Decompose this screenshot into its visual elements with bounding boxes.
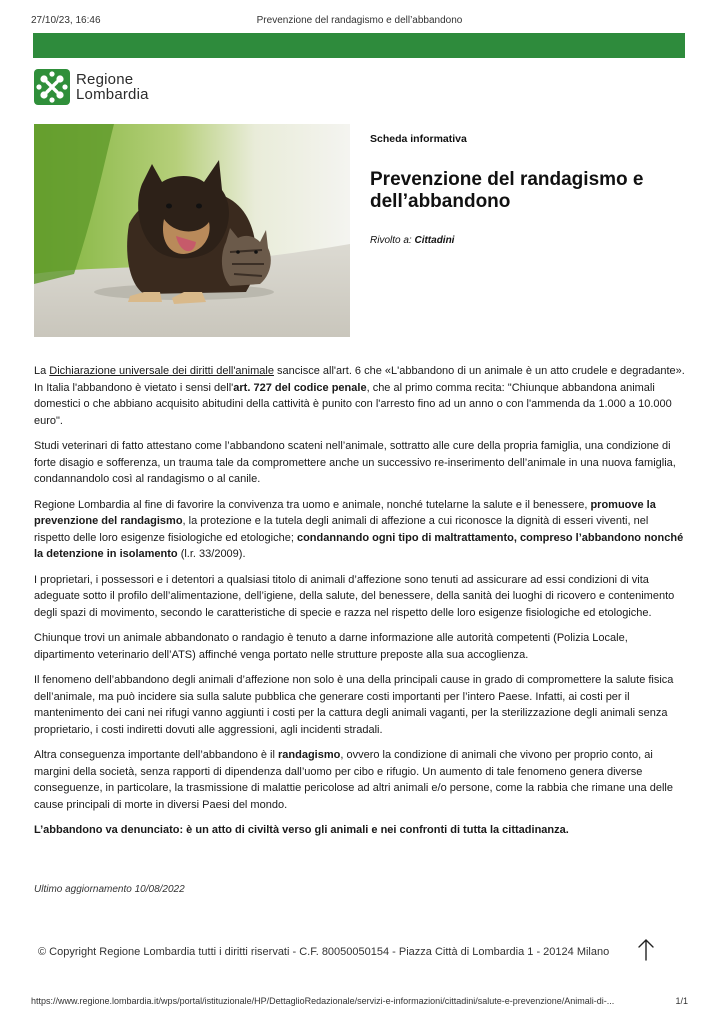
p7-bold: randagismo [278,749,341,761]
paragraph-7 [34,747,686,813]
site-logo[interactable] [34,68,149,106]
article-header [370,133,680,246]
footer-copyright: © Copyright Regione Lombardia tutti i diritti riservati - C.F. 80050050154 - Piazza Città di Lombardia 1 - 20124 Milano [38,946,610,958]
p3-text-b: , la protezione e la tutela degli animali di affezione a cui riconosce la dignità di esseri viventi, nel rispetto delle loro esigenze fisiologiche ed etologiche; [34,515,649,544]
p3-bold-1: promuove la prevenzione del randagismo [34,498,656,527]
last-updated: Ultimo aggiornamento 10/08/2022 [34,884,185,895]
paragraph-8 [34,822,686,839]
paragraph-1 [34,363,686,429]
paragraph-5: Chiunque trovi un animale abbandonato o randagio è tenuto a darne informazione alle autorità competenti (Polizia Locale, dipartimento veterinario dell’ATS) affinché venga portato nelle strutture preposte alla sua accoglienza. [34,632,628,661]
audience-line [370,235,680,246]
closing-statement: L’abbandono va denunciato: è un atto di civiltà verso gli animali e nei confronti di tutta la cittadinanza. [34,824,569,836]
article-body [34,363,686,848]
p1-bold: art. 727 del codice penale [233,381,367,394]
content-type-label: Scheda informativa [370,133,467,145]
p3-text-a: Regione Lombardia al fine di favorire la convivenza tra uomo e animale, nonché tutelarne la salute e il benessere, [34,498,591,511]
p3-bold-2: condannando ogni tipo di maltrattamento, compreso l’abbandono nonché la detenzione in isolamento [34,531,684,560]
paragraph-3 [34,497,686,563]
print-page-number: 1/1 [675,996,688,1006]
paragraph-4: I proprietari, i possessori e i detentori a qualsiasi titolo di animali d’affezione sono tenuti ad assicurare ad essi condizioni di vita adeguate sotto il profilo dell’alimentazione, dell’igiene, della salute, del benessere, della sanità dei luoghi di ricovero e contenimento degli spazi di movimento, secondo le caratteristiche di specie e razza nel rispetto delle loro esigenze fisiologiche ed etologiche. [34,573,675,619]
dog-and-kitten-photo [34,124,350,337]
p7-text-b: , ovvero la condizione di animali che vivono per proprio conto, ai margini della società, senza rapporti di dipendenza dall’uomo per cibo e rifugio. Un aumento di tale fenomeno genera diverse conseguenze, in particolare, la trasmissione di malattie pericolose ad altri animali e/o persone, come la rabbia che rimane una delle cause principali di morte in diversi Paesi del mondo. [34,749,673,811]
print-header [31,15,688,29]
p1-text-a: La [34,365,50,377]
regione-lombardia-rosa-camuna-icon [34,69,70,105]
paragraph-2: Studi veterinari di fatto attestano come l’abbandono scateni nell’animale, sottratto alle cure della propria famiglia, una condizione di forte disagio e sofferenza, un trauma tale da compromettere anche un successivo re-inserimento dell’animale in una nuova famiglia, condannandolo così al randagismo o al canile. [34,440,676,485]
print-footer [31,996,688,1010]
p7-text-a: Altra conseguenza importante dell’abbandono è il [34,749,278,761]
logo-word-regione: Regione [76,71,134,88]
paragraph-6: Il fenomeno dell’abbandono degli animali d’affezione non solo è una della principali cause in grado di compromettere la salute fisica dell’animale, ma può incidere sia sulla salute pubblica che generare costi importanti per l’intero Paese. Infatti, ai costi per il mantenimento dei cani nei rifugi vanno aggiunti i costi per la cattura degli animali vaganti, per la sterilizzazione degli animali senza proprietario, i costi indiretti dovuti alle aggressioni, agli incidenti stradali. [34,674,674,736]
audience-label: Rivolto a: [370,235,412,246]
logo-wordmark [76,72,149,102]
print-url: https://www.regione.lombardia.it/wps/portal/istituzionale/HP/DettaglioRedazionale/servizi-e-informazioni/cittadini/salute-e-prevenzione/Animali-di-... [31,996,615,1006]
print-doc-title: Prevenzione del randagismo e dell’abbandono [256,15,463,26]
header-green-band [33,33,685,58]
arrow-up-icon[interactable] [637,938,655,962]
declaration-link[interactable]: Dichiarazione universale dei diritti dell'animale [49,365,274,377]
audience-value: Cittadini [414,235,455,246]
logo-word-lombardia: Lombardia [76,86,149,103]
p1-text-b: sancisce all'art. 6 che «L'abbandono di un animale è un atto crudele e degradante». In Italia l'abbandono è vietato i sensi dell' [34,365,685,394]
page-title: Prevenzione del randagismo e dell’abbandono [370,169,644,212]
p1-text-c: , che al primo comma recita: "Chiunque abbandona animali domestici o che abbiano acquisito abitudini della cattività è punito con l'arresto fino ad un anno o con l'ammenda da 1.000 a 10.000 euro". [34,381,672,427]
p3-text-c: (l.r. 33/2009). [177,548,246,560]
print-datetime: 27/10/23, 16:46 [31,15,101,26]
